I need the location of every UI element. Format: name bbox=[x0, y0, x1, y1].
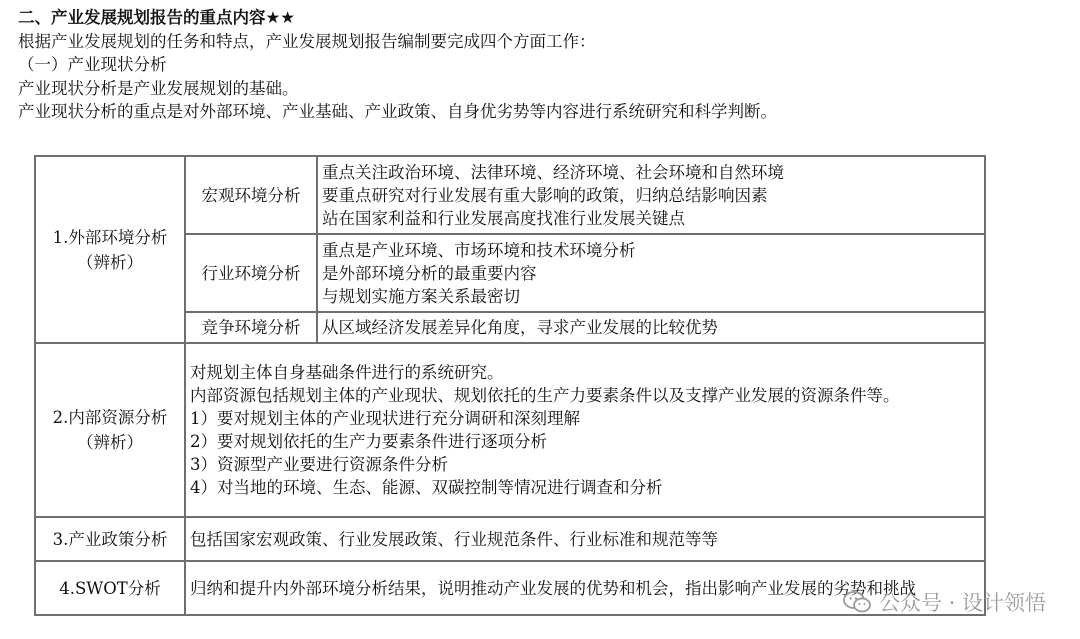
subcategory-macro: 宏观环境分析 bbox=[185, 156, 317, 234]
internal-content bbox=[185, 343, 985, 517]
category-swot: 4.SWOT分析 bbox=[35, 561, 185, 615]
table-row-policy bbox=[35, 517, 985, 561]
internal-line-6: 4）对当地的环境、生态、能源、双碳控制等情况进行调查和分析 bbox=[190, 478, 663, 497]
industry-content bbox=[317, 234, 985, 312]
intro-line-2: （一）产业现状分析 bbox=[18, 55, 167, 74]
category-internal-title: 2.内部资源分析 bbox=[52, 408, 168, 427]
competition-line-1: 从区域经济发展差异化角度，寻求产业发展的比较优势 bbox=[322, 318, 718, 337]
macro-line-2: 要重点研究对行业发展有重大影响的政策，归纳总结影响因素 bbox=[322, 185, 768, 205]
internal-line-2: 内部资源包括规划主体的产业现状、规划依托的生产力要素条件以及支撑产业发展的资源条件等。 bbox=[190, 386, 900, 405]
analysis-table bbox=[34, 155, 986, 616]
industry-line-1: 重点是产业环境、市场环境和技术环境分析 bbox=[322, 240, 636, 260]
internal-line-3: 1）要对规划主体的产业现状进行充分调研和深刻理解 bbox=[190, 409, 580, 428]
category-internal bbox=[35, 343, 185, 517]
internal-line-5: 3）资源型产业要进行资源条件分析 bbox=[190, 455, 448, 474]
macro-line-3: 站在国家利益和行业发展高度找准行业发展关键点 bbox=[322, 208, 685, 228]
intro-line-4: 产业现状分析的重点是对外部环境、产业基础、产业政策、自身优劣势等内容进行系统研究和科学判断。 bbox=[18, 102, 777, 121]
macro-line-1: 重点关注政治环境、法律环境、经济环境、社会环境和自然环境 bbox=[322, 162, 784, 182]
industry-line-3: 与规划实施方案关系最密切 bbox=[322, 286, 520, 306]
intro-line-3: 产业现状分析是产业发展规划的基础。 bbox=[18, 78, 299, 98]
subcategory-competition: 竞争环境分析 bbox=[185, 312, 317, 343]
table-row-external-macro bbox=[35, 156, 985, 234]
table-row-internal bbox=[35, 343, 985, 517]
macro-content bbox=[317, 156, 985, 234]
section-heading: 二、产业发展规划报告的重点内容★★ bbox=[18, 8, 296, 27]
category-external bbox=[35, 156, 185, 343]
intro-line-1: 根据产业发展规划的任务和特点，产业发展规划报告编制要完成四个方面工作： bbox=[18, 31, 596, 51]
competition-content bbox=[317, 312, 985, 343]
subcategory-industry: 行业环境分析 bbox=[185, 234, 317, 312]
industry-line-2: 是外部环境分析的最重要内容 bbox=[322, 263, 537, 283]
category-external-note: （辨析） bbox=[77, 252, 143, 272]
policy-line-1: 包括国家宏观政策、行业发展政策、行业规范条件、行业标准和规范等等 bbox=[190, 529, 718, 549]
internal-line-4: 2）要对规划依托的生产力要素条件进行逐项分析 bbox=[190, 432, 547, 451]
intro-section bbox=[18, 6, 1068, 124]
policy-content bbox=[185, 517, 985, 561]
category-external-title: 1.外部环境分析 bbox=[52, 227, 168, 247]
internal-line-1: 对规划主体自身基础条件进行的系统研究。 bbox=[190, 363, 504, 382]
swot-line-1: 归纳和提升内外部环境分析结果，说明推动产业发展的优势和机会，指出影响产业发展的劣势和挑战 bbox=[190, 578, 916, 598]
category-internal-note: （辨析） bbox=[77, 433, 143, 452]
watermark-text: 公众号 · 设计领悟 bbox=[878, 591, 1046, 615]
category-policy: 3.产业政策分析 bbox=[35, 517, 185, 561]
watermark bbox=[843, 587, 1046, 617]
wechat-icon bbox=[843, 591, 871, 613]
